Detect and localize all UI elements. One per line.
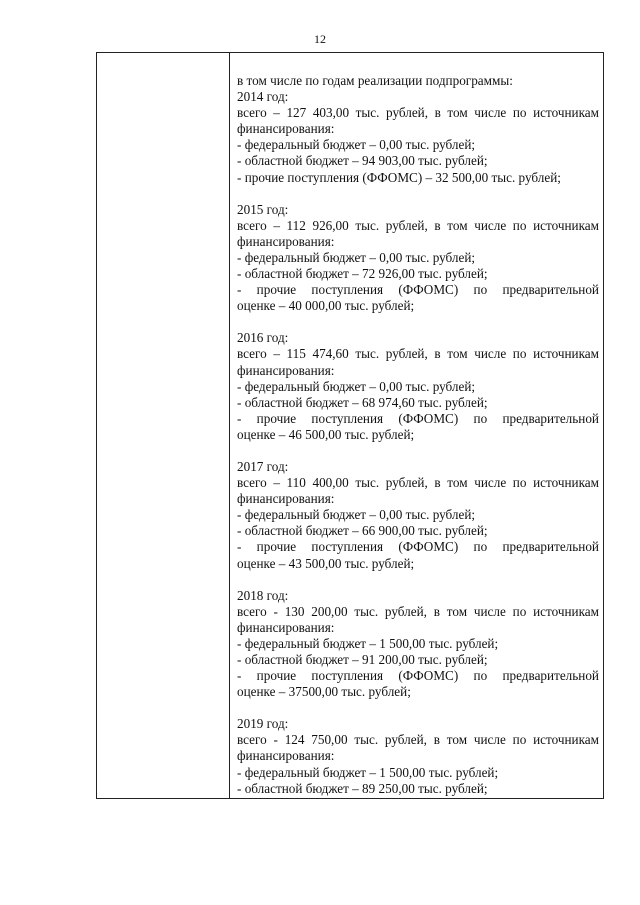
- financing-line: финансирования:: [237, 491, 335, 507]
- financing-line: - прочие поступления (ФФОМС) по предварительной: [237, 539, 599, 555]
- year-block: [237, 89, 599, 186]
- financing-line: - прочие поступления (ФФОМС) по предварительной: [237, 668, 599, 684]
- financing-line: - федеральный бюджет – 0,00 тыс. рублей;: [237, 137, 476, 153]
- financing-line: оценке – 40 000,00 тыс. рублей;: [237, 298, 415, 314]
- intro-line: в том числе по годам реализации подпрограммы:: [237, 73, 513, 88]
- year-block: [237, 588, 599, 701]
- year-blocks: [237, 89, 599, 797]
- financing-line: всего – 127 403,00 тыс. рублей, в том числе по источникам: [237, 105, 599, 121]
- year-heading: 2016 год:: [237, 330, 289, 346]
- financing-line: - областной бюджет – 72 926,00 тыс. рублей;: [237, 266, 488, 282]
- financing-line: всего – 112 926,00 тыс. рублей, в том числе по источникам: [237, 217, 599, 233]
- year-block: [237, 459, 599, 572]
- year-heading: 2019 год:: [237, 716, 289, 732]
- financing-line: - прочие поступления (ФФОМС) по предварительной: [237, 410, 599, 426]
- table-left-cell: [97, 53, 230, 798]
- year-block: [237, 716, 599, 796]
- financing-line: - областной бюджет – 89 250,00 тыс. рублей;: [237, 780, 488, 796]
- financing-line: оценке – 46 500,00 тыс. рублей;: [237, 426, 415, 442]
- financing-line: - областной бюджет – 94 903,00 тыс. рублей;: [237, 153, 488, 169]
- financing-table: [96, 52, 604, 799]
- year-heading: 2018 год:: [237, 587, 289, 603]
- financing-line: финансирования:: [237, 233, 335, 249]
- financing-line: - областной бюджет – 66 900,00 тыс. рублей;: [237, 523, 488, 539]
- financing-line: финансирования:: [237, 748, 335, 764]
- financing-line: - федеральный бюджет – 1 500,00 тыс. рублей;: [237, 635, 499, 651]
- financing-line: всего - 124 750,00 тыс. рублей, в том числе по источникам: [237, 732, 599, 748]
- financing-line: - федеральный бюджет – 0,00 тыс. рублей;: [237, 507, 476, 523]
- page-number: 12: [314, 32, 326, 46]
- financing-line: - прочие поступления (ФФОМС) – 32 500,00 тыс. рублей;: [237, 169, 561, 185]
- financing-line: - федеральный бюджет – 0,00 тыс. рублей;: [237, 249, 476, 265]
- financing-line: - областной бюджет – 68 974,60 тыс. рублей;: [237, 394, 488, 410]
- financing-line: всего – 115 474,60 тыс. рублей, в том числе по источникам: [237, 346, 599, 362]
- year-block: [237, 202, 599, 315]
- financing-line: - федеральный бюджет – 1 500,00 тыс. рублей;: [237, 764, 499, 780]
- financing-line: финансирования:: [237, 619, 335, 635]
- financing-line: - федеральный бюджет – 0,00 тыс. рублей;: [237, 378, 476, 394]
- financing-line: финансирования:: [237, 121, 335, 137]
- financing-line: финансирования:: [237, 362, 335, 378]
- financing-line: - областной бюджет – 91 200,00 тыс. рублей;: [237, 652, 488, 667]
- year-heading: 2015 год:: [237, 201, 289, 217]
- financing-line: оценке – 37500,00 тыс. рублей;: [237, 684, 411, 700]
- year-heading: 2017 год:: [237, 458, 289, 474]
- table-right-cell: [237, 73, 599, 797]
- financing-line: всего – 110 400,00 тыс. рублей, в том числе по источникам: [237, 475, 599, 491]
- financing-line: оценке – 43 500,00 тыс. рублей;: [237, 555, 415, 571]
- financing-line: всего - 130 200,00 тыс. рублей, в том числе по источникам: [237, 603, 599, 619]
- year-heading: 2014 год:: [237, 89, 289, 105]
- financing-line: - прочие поступления (ФФОМС) по предварительной: [237, 282, 599, 298]
- year-block: [237, 330, 599, 443]
